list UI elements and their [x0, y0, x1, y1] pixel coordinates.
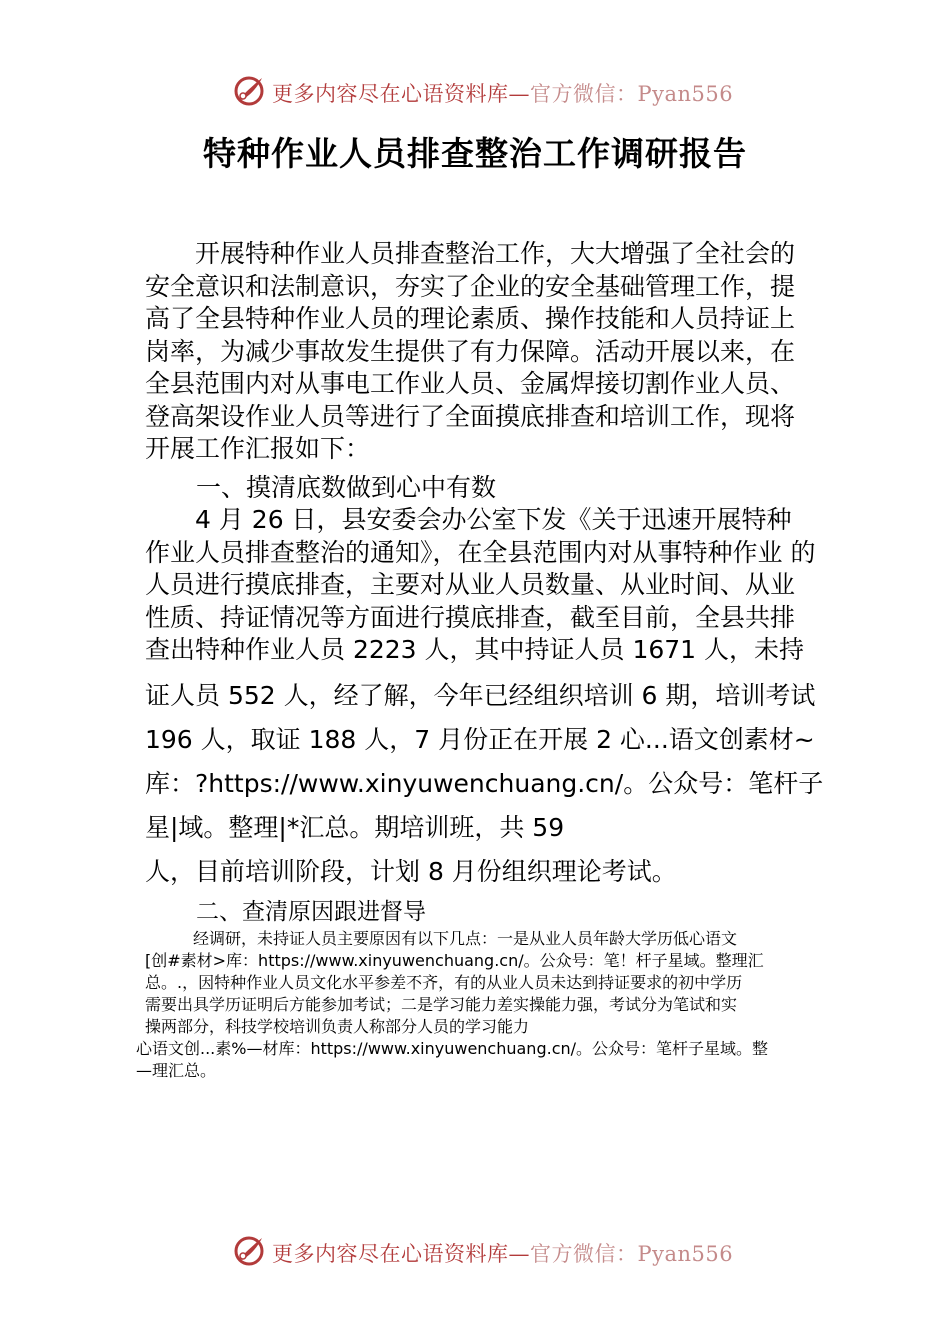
watermark-site: 更多内容尽在心语资料库—	[272, 1242, 530, 1266]
paragraph-reasons	[145, 928, 815, 1038]
text-line: 人员进行摸底排查，主要对从业人员数量、从业时间、从业	[145, 570, 796, 599]
watermark-wechat: 官方微信：Pyan556	[530, 1242, 734, 1266]
text-line: 经调研，未持证人员主要原因有以下几点：一是从业人员年龄大学历低心语文	[145, 929, 738, 948]
text-line: 需要出具学历证明后方能参加考试；二是学习能力差实操能力强，考试分为笔试和实	[145, 995, 738, 1014]
text-line: 总。.，因特种作业人员文化水平参差不齐，有的从业人员未达到持证要求的初中学历	[145, 973, 743, 992]
text-line: 查出特种作业人员 2223 人，其中持证人员 1671 人，未持	[145, 635, 805, 664]
text-line: [创#素材>库：https://www.xinyuwenchuang.cn/。公众号：笔！杆子星域。整理汇	[145, 951, 764, 970]
text-line: 证人员 552 人，经了解，今年已经组织培训 6 期，培训考试	[145, 681, 816, 710]
watermark-text	[272, 78, 733, 108]
text-line: 性质、持证情况等方面进行摸底排查，截至目前，全县共排	[145, 602, 796, 632]
text-line: 开展工作汇报如下：	[145, 434, 371, 463]
text-line: 心语文创...素%—材库：https://www.xinyuwenchuang.cn/。公众号：笔杆子星域。整	[136, 1039, 769, 1058]
text-line: 4 月 26 日，县安委会办公室下发《关于迅速开展特种	[145, 505, 792, 534]
quill-seal-icon	[232, 1234, 266, 1268]
text-line: 全县范围内对从事电工作业人员、金属焊接切割作业人员、	[145, 369, 796, 398]
paragraph-survey	[145, 504, 815, 667]
text-line: 作业人员排查整治的通知》，在全县范围内对从事特种作业 的	[145, 537, 816, 567]
text-line: 岗率，为减少事故发生提供了有力保障。活动开展以来，在	[145, 336, 796, 366]
paragraph-intro	[145, 238, 815, 466]
header-watermark-banner	[0, 72, 950, 112]
paragraph-tail	[136, 1038, 768, 1082]
quill-seal-icon	[232, 74, 266, 108]
footer-watermark-banner	[0, 1232, 950, 1272]
text-line: 高了全县特种作业人员的理论素质、操作技能和人员持证上	[145, 304, 796, 333]
text-line: 星|域。整理|*汇总。期培训班，共 59	[145, 813, 565, 842]
watermark-wechat: 官方微信：Pyan556	[530, 82, 734, 106]
watermark-text	[272, 1238, 733, 1268]
text-line: 开展特种作业人员排查整治工作，大大增强了全社会的	[145, 239, 796, 268]
text-line: —理汇总。	[136, 1061, 217, 1080]
text-line: 操两部分，科技学校培训负责人称部分人员的学习能力	[145, 1017, 530, 1036]
watermark-site: 更多内容尽在心语资料库—	[272, 82, 530, 106]
text-line: 库：?https://www.xinyuwenchuang.cn/。公众号：笔杆子	[145, 769, 824, 798]
document-title: 特种作业人员排查整治工作调研报告	[203, 134, 747, 173]
section-heading-2: 二、查清原因跟进督导	[196, 899, 426, 925]
paragraph-training	[145, 674, 823, 894]
text-line: 人，目前培训阶段，计划 8 月份组织理论考试。	[145, 857, 677, 886]
text-line: 登高架设作业人员等进行了全面摸底排查和培训工作，现将	[145, 401, 796, 431]
text-line: 196 人，取证 188 人，7 月份正在开展 2 心...语文创素材~	[145, 725, 815, 754]
section-heading-1: 一、摸清底数做到心中有数	[196, 473, 497, 502]
text-line: 安全意识和法制意识，夯实了企业的安全基础管理工作，提	[145, 271, 796, 301]
